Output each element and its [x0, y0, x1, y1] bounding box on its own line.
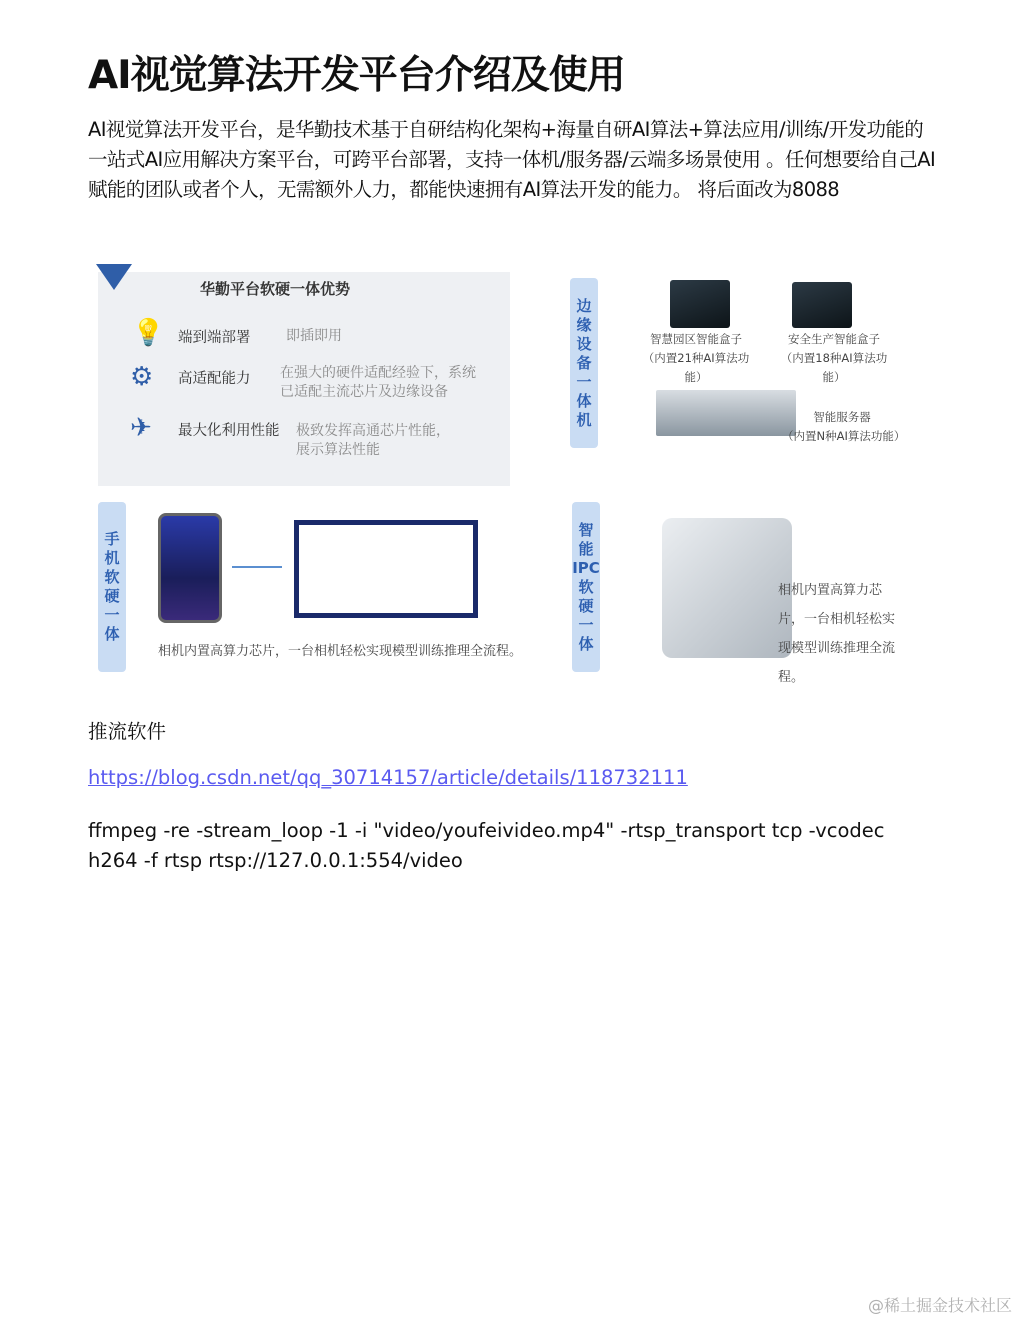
page-title: AI视觉算法开发平台介绍及使用 — [88, 53, 625, 98]
ipc-camera-image — [662, 518, 792, 658]
ipc-label: 智能IPC软硬一体 — [572, 502, 600, 672]
desktop-screen-image — [294, 520, 478, 618]
box1-caption — [640, 330, 752, 387]
server-caption — [782, 408, 906, 446]
feature-desc: 在强大的硬件适配经验下，系统已适配主流芯片及边缘设备 — [280, 365, 476, 400]
feature-name: 最大化利用性能 — [178, 423, 280, 439]
phone-image — [158, 513, 222, 623]
intro-paragraph: AI视觉算法开发平台，是华勤技术基于自研结构化架构+海量自研AI算法+算法应用/训练/开发功能的一站式AI应用解决方案平台，可跨平台部署，支持一体机/服务器/云端多场景使用 。任何想要给自己AI赋能的团队或者个人，无需额外人力，都能快速拥有AI算法开发的能力。 将后面改为8088 — [88, 118, 936, 201]
panel-title: 华勤平台软硬一体优势 — [200, 280, 351, 298]
smart-box-image — [670, 280, 730, 328]
edge-device-label: 边缘设备一体机 — [570, 278, 598, 448]
feature-name: 端到端部署 — [178, 330, 251, 346]
server-image — [656, 390, 796, 436]
feature-desc: 即插即用 — [286, 328, 342, 344]
arrow-icon — [232, 566, 282, 568]
gear-icon: ⚙ — [130, 362, 154, 392]
box1-name: 智慧园区智能盒子 — [650, 332, 742, 346]
platform-figure — [92, 258, 922, 688]
reference-link[interactable]: https://blog.csdn.net/qq_30714157/article/details/118732111 — [88, 766, 688, 789]
server-name: 智能服务器 — [813, 410, 871, 424]
server-desc: （内置N种AI算法功能） — [782, 429, 906, 443]
box2-desc: （内置18种AI算法功能） — [780, 351, 888, 384]
airplane-icon: ✈ — [130, 413, 152, 443]
phone-label: 手机软硬一体 — [98, 502, 126, 672]
watermark: @稀土掘金技术社区 — [867, 1296, 1012, 1315]
box2-name: 安全生产智能盒子 — [788, 332, 880, 346]
triangle-marker-icon — [96, 264, 132, 290]
phone-caption: 相机内置高算力芯片，一台相机轻松实现模型训练推理全流程。 — [158, 644, 523, 659]
ipc-caption: 相机内置高算力芯片，一台相机轻松实现模型训练推理全流程。 — [778, 583, 896, 685]
smart-box-image — [792, 282, 852, 328]
box2-caption — [774, 330, 894, 387]
lightbulb-icon: 💡 — [132, 318, 165, 348]
box1-desc: （内置21种AI算法功能） — [642, 351, 750, 384]
feature-name: 高适配能力 — [178, 371, 251, 387]
ffmpeg-command: ffmpeg -re -stream_loop -1 -i "video/youfeivideo.mp4" -rtsp_transport tcp -vcodec h264 -f rtsp rtsp://127.0.0.1:554/video — [88, 819, 885, 872]
section-heading: 推流软件 — [88, 720, 167, 743]
feature-desc: 极致发挥高通芯片性能，展示算法性能 — [296, 423, 450, 458]
